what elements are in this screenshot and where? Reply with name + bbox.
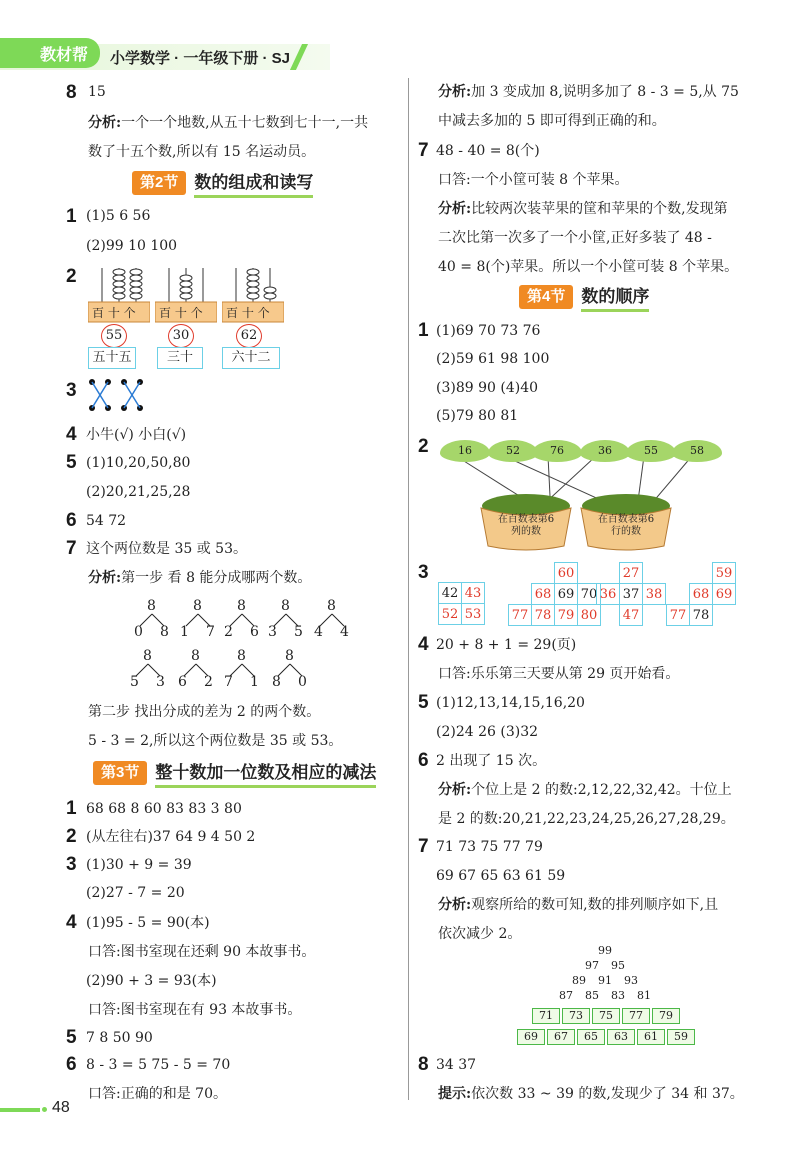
grid-cell: 70 [578, 584, 601, 605]
grid-cell: 43 [462, 583, 485, 604]
split-tree [312, 598, 352, 642]
grid-cell: 36 [597, 584, 620, 605]
s4q5-number: 5 [418, 692, 429, 713]
footer-bar [0, 1108, 40, 1112]
s4q7-number: 7 [418, 836, 429, 857]
r-top-analysis-label: 分析: [438, 84, 472, 100]
split-part-left: 3 [268, 624, 277, 640]
s3q4-answer-1: (1)95 - 5 = 90(本) [86, 915, 210, 931]
s2q7-step2b: 5 - 3 = 2,所以这个两位数是 35 或 53。 [88, 733, 343, 749]
grid-cell: 38 [643, 584, 666, 605]
s4q8-hint [438, 1084, 744, 1104]
abacus-3-label: 百 十 个 [226, 306, 270, 320]
grid-cell: 78 [532, 605, 555, 626]
split-part-left: 0 [134, 624, 143, 640]
s3q3-answer-1: (1)30 + 9 = 39 [86, 857, 192, 873]
section-2-heading [132, 170, 313, 196]
section-4-title: 数的顺序 [581, 282, 649, 312]
q8-analysis [88, 113, 368, 133]
page-number: 48 [52, 1099, 70, 1116]
triangle-number: 63 [607, 1029, 635, 1045]
s2q7-analysis-label: 分析: [88, 570, 122, 586]
r-top-analysis [438, 82, 739, 102]
split-tree [178, 598, 218, 642]
split-part-right: 0 [298, 674, 307, 690]
r-q7-line3: 40 = 8(个)苹果。所以一个小筐可装 8 个苹果。 [438, 259, 739, 275]
s3q1-number: 1 [66, 798, 77, 819]
s4q6-analysis-label: 分析: [438, 782, 472, 798]
grid-cell: 37 [620, 584, 643, 605]
s4q8-hint-label: 提示: [438, 1086, 472, 1102]
s4q4-number: 4 [418, 634, 429, 655]
split-part-right: 2 [204, 674, 213, 690]
grid-cell [509, 584, 532, 605]
s3q4-answer-3: (2)90 + 3 = 93(本) [86, 973, 217, 989]
s3q1-answer: 68 68 8 60 83 83 3 80 [86, 801, 242, 817]
s3q5-number: 5 [66, 1027, 77, 1048]
triangle-number: 85 [585, 989, 599, 1002]
grid-cell: 77 [667, 605, 690, 626]
triangle-number: 97 [585, 959, 599, 972]
triangle-number: 61 [637, 1029, 665, 1045]
s3q6-number: 6 [66, 1054, 77, 1075]
abacus-1-value-text: 55 [105, 328, 123, 343]
section-4-heading [519, 284, 649, 310]
s4q1-answer-1: (1)69 70 73 76 [436, 323, 541, 339]
s3q3-answer-2: (2)27 - 7 = 20 [86, 885, 185, 901]
s4q8-number: 8 [418, 1054, 429, 1075]
s2q1-answer-2: (2)99 10 100 [86, 238, 178, 254]
s4q6-line1: 个位上是 2 的数:2,12,22,32,42。十位上 [471, 782, 732, 798]
s2q7-step2: 第二步 找出分成的差为 2 的两个数。 [88, 704, 321, 720]
split-tree [132, 598, 172, 642]
leaf-5: 55 [626, 440, 676, 462]
s4q6-number: 6 [418, 750, 429, 771]
split-part-right: 4 [340, 624, 349, 640]
abacus-1-value [101, 324, 127, 348]
leaf-2: 52 [488, 440, 538, 462]
abacus-3-word: 六十二 [222, 347, 280, 369]
split-part-right: 1 [250, 674, 259, 690]
s3q2-answer: (从左往右)37 64 9 4 50 2 [86, 829, 256, 845]
abacus-2-word: 三十 [157, 347, 203, 369]
section-3-tag: 第3节 [93, 761, 147, 785]
grid-cell [509, 563, 532, 584]
s4q7-answer-2: 69 67 65 63 61 59 [436, 868, 566, 884]
header-badge-text: 教材帮 [40, 47, 89, 64]
triangle-number: 67 [547, 1029, 575, 1045]
header-title: 小学数学 · 一年级下册 · SJ [110, 50, 291, 67]
split-whole: 8 [285, 648, 294, 664]
grid-cell [667, 584, 690, 605]
s2q7-analysis [88, 568, 311, 588]
abacus-2-value [168, 324, 194, 348]
r-top-line2: 中减去多加的 5 即可得到正确的和。 [438, 113, 666, 129]
column-divider [408, 78, 409, 1100]
grid-cell: 53 [462, 604, 485, 625]
triangle-number: 75 [592, 1008, 620, 1024]
triangle-number: 99 [598, 944, 612, 957]
s4q6-answer: 2 出现了 15 次。 [436, 753, 547, 769]
s4q5-answer-2: (2)24 26 (3)32 [436, 724, 539, 740]
triangle-number: 95 [611, 959, 625, 972]
split-whole: 8 [143, 648, 152, 664]
grid-cell [713, 605, 736, 626]
split-whole: 8 [193, 598, 202, 614]
section-3-heading [93, 760, 376, 786]
s2q6-number: 6 [66, 510, 77, 531]
abacus-3 [222, 266, 284, 326]
triangle-number: 93 [624, 974, 638, 987]
r-q7-analysis-label: 分析: [438, 201, 472, 217]
q8-answer: 15 [88, 84, 106, 100]
matching-lines [86, 378, 156, 414]
split-part-left: 4 [314, 624, 323, 640]
triangle-number: 69 [517, 1029, 545, 1045]
leaf-4: 36 [580, 440, 630, 462]
q8-analysis-label: 分析: [88, 115, 122, 131]
split-part-left: 6 [178, 674, 187, 690]
split-whole: 8 [191, 648, 200, 664]
s3q4-answer-2: 口答:图书室现在还剩 90 本故事书。 [88, 944, 316, 960]
split-tree [176, 648, 216, 692]
s4q4-answer: 20 + 8 + 1 = 29(页) [436, 637, 577, 653]
leaf-1: 16 [440, 440, 490, 462]
q8-number: 8 [66, 82, 77, 103]
grid-cell: 79 [555, 605, 578, 626]
grid-2 [508, 562, 601, 626]
r-q7-line2: 二次比第一次多了一个小筐,正好多装了 48 - [438, 230, 712, 246]
s3q4-number: 4 [66, 912, 77, 933]
s3q3-number: 3 [66, 854, 77, 875]
s4q7-analysis-label: 分析: [438, 897, 472, 913]
r-top-line1: 加 3 变成加 8,说明多加了 8 - 3 = 5,从 75 [471, 84, 739, 100]
grid-4 [666, 562, 736, 626]
grid-cell: 27 [620, 563, 643, 584]
split-part-left: 2 [224, 624, 233, 640]
s2q7-number: 7 [66, 538, 77, 559]
abacus-2 [155, 266, 217, 326]
s3q6-answer-2: 口答:正确的和是 70。 [88, 1086, 227, 1102]
s2q5-answer-1: (1)10,20,50,80 [86, 455, 191, 471]
triangle-number: 73 [562, 1008, 590, 1024]
grid-cell: 52 [439, 604, 462, 625]
section-2-tag: 第2节 [132, 171, 186, 195]
r-q7-number: 7 [418, 140, 429, 161]
leaf-3: 76 [532, 440, 582, 462]
basket-2-label: 在百数表第6行的数 [597, 514, 655, 537]
split-whole: 8 [237, 598, 246, 614]
s4q6-line2: 是 2 的数:20,21,22,23,24,25,26,27,28,29。 [438, 811, 735, 827]
grid-cell [643, 563, 666, 584]
r-q7-answer: 48 - 40 = 8(个) [436, 143, 540, 159]
s4q2-number: 2 [418, 436, 429, 457]
r-q7-analysis [438, 199, 728, 219]
s2q7-analysis-line1: 第一步 看 8 能分成哪两个数。 [121, 570, 312, 586]
s4q1-answer-4: (5)79 80 81 [436, 408, 519, 424]
grid-cell: 78 [690, 605, 713, 626]
split-part-right: 6 [250, 624, 259, 640]
grid-cell: 69 [555, 584, 578, 605]
split-tree [270, 648, 310, 692]
abacus-1-word: 五十五 [88, 347, 136, 369]
section-4-tag: 第4节 [519, 285, 573, 309]
grid-cell: 59 [713, 563, 736, 584]
split-part-left: 5 [130, 674, 139, 690]
abacus-2-value-text: 30 [172, 328, 190, 343]
abacus-3-value [236, 324, 262, 348]
abacus-3-value-text: 62 [240, 328, 258, 343]
split-whole: 8 [281, 598, 290, 614]
split-part-right: 8 [160, 624, 169, 640]
s4q5-answer-1: (1)12,13,14,15,16,20 [436, 695, 585, 711]
split-tree [222, 598, 262, 642]
s4q8-answer: 34 37 [436, 1057, 477, 1073]
split-tree [128, 648, 168, 692]
leaf-6: 58 [672, 440, 722, 462]
split-part-right: 5 [294, 624, 303, 640]
grid-cell [667, 563, 690, 584]
grid-cell [643, 605, 666, 626]
grid-cell: 68 [532, 584, 555, 605]
split-part-right: 3 [156, 674, 165, 690]
split-part-left: 7 [224, 674, 233, 690]
triangle-number: 81 [637, 989, 651, 1002]
split-part-left: 8 [272, 674, 281, 690]
s3q5-answer: 7 8 50 90 [86, 1030, 153, 1046]
s4q1-number: 1 [418, 320, 429, 341]
s2q3-number: 3 [66, 380, 77, 401]
s2q4-answer: 小牛(√) 小白(√) [86, 427, 187, 443]
triangle-number: 91 [598, 974, 612, 987]
s4q4-oral: 口答:乐乐第三天要从第 29 页开始看。 [438, 666, 680, 682]
abacus-1 [88, 266, 150, 326]
triangle-number: 65 [577, 1029, 605, 1045]
s2q4-number: 4 [66, 424, 77, 445]
s4q1-answer-2: (2)59 61 98 100 [436, 351, 550, 367]
grid-cell: 42 [439, 583, 462, 604]
grid-cell [597, 563, 620, 584]
grid-cell [690, 563, 713, 584]
s4q7-line2: 依次减少 2。 [438, 926, 522, 942]
s2q1-answer-1: (1)5 6 56 [86, 208, 151, 224]
split-whole: 8 [327, 598, 336, 614]
triangle-number: 83 [611, 989, 625, 1002]
grid-cell: 60 [555, 563, 578, 584]
grid-cell: 77 [509, 605, 532, 626]
s4q7-analysis [438, 895, 718, 915]
s3q4-answer-4: 口答:图书室现在有 93 本故事书。 [88, 1002, 302, 1018]
s4q1-answer-3: (3)89 90 (4)40 [436, 380, 539, 396]
r-q7-line1: 比较两次装苹果的筐和苹果的个数,发现第 [471, 201, 728, 217]
triangle-number: 89 [572, 974, 586, 987]
section-2-title: 数的组成和读写 [194, 168, 313, 198]
split-tree [266, 598, 306, 642]
s4q6-analysis [438, 780, 732, 800]
s2q5-answer-2: (2)20,21,25,28 [86, 484, 191, 500]
split-whole: 8 [237, 648, 246, 664]
footer-dot [42, 1107, 47, 1112]
grid-cell: 68 [690, 584, 713, 605]
s2q2-number: 2 [66, 266, 77, 287]
s3q6-answer-1: 8 - 3 = 5 75 - 5 = 70 [86, 1057, 231, 1073]
split-part-right: 7 [206, 624, 215, 640]
triangle-number: 71 [532, 1008, 560, 1024]
s2q1-number: 1 [66, 206, 77, 227]
split-tree [222, 648, 262, 692]
abacus-2-label: 百 十 个 [159, 306, 203, 320]
s4q3-number: 3 [418, 562, 429, 583]
r-q7-oral: 口答:一个小筐可装 8 个苹果。 [438, 172, 629, 188]
s2q6-answer: 54 72 [86, 513, 127, 529]
grid-1 [438, 582, 485, 625]
grid-3 [596, 562, 666, 626]
grid-cell: 47 [620, 605, 643, 626]
s3q2-number: 2 [66, 826, 77, 847]
split-part-left: 1 [180, 624, 189, 640]
section-3-title: 整十数加一位数及相应的减法 [155, 758, 376, 788]
s2q5-number: 5 [66, 452, 77, 473]
triangle-number: 59 [667, 1029, 695, 1045]
abacus-1-label: 百 十 个 [92, 306, 136, 320]
s2q7-answer: 这个两位数是 35 或 53。 [86, 541, 247, 557]
grid-cell [597, 605, 620, 626]
basket-1-label: 在百数表第6列的数 [497, 514, 555, 537]
q8-analysis-line2: 数了十五个数,所以有 15 名运动员。 [88, 144, 316, 160]
grid-cell: 80 [578, 605, 601, 626]
triangle-number: 77 [622, 1008, 650, 1024]
s4q7-line1: 观察所给的数可知,数的排列顺序如下,且 [471, 897, 719, 913]
grid-cell: 69 [713, 584, 736, 605]
s4q8-hint-text: 依次数 33 ~ 39 的数,发现少了 34 和 37。 [471, 1086, 744, 1102]
q8-analysis-line1: 一个一个地数,从五十七数到七十一,一共 [121, 115, 369, 131]
grid-cell [532, 563, 555, 584]
triangle-number: 87 [559, 989, 573, 1002]
s4q7-answer-1: 71 73 75 77 79 [436, 839, 543, 855]
split-whole: 8 [147, 598, 156, 614]
triangle-number: 79 [652, 1008, 680, 1024]
